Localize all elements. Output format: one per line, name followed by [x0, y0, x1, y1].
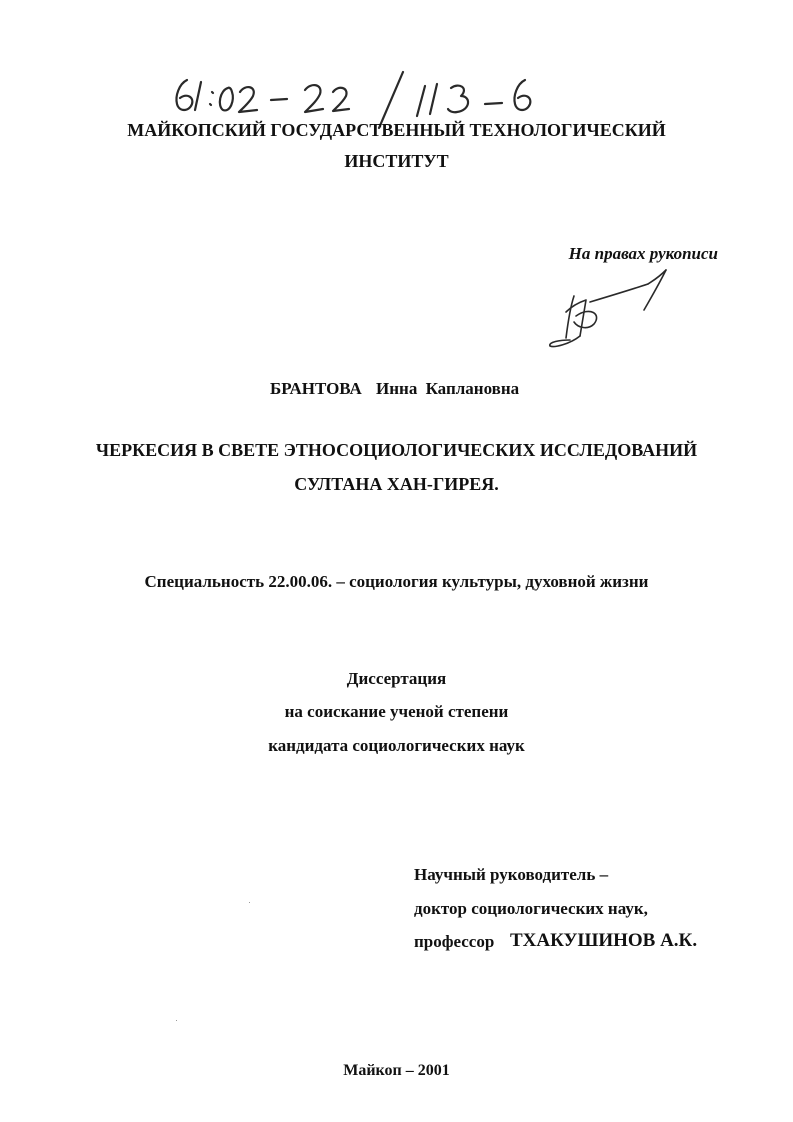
- scan-speck: [249, 902, 250, 903]
- dissertation-title-line2: СУЛТАНА ХАН-ГИРЕЯ.: [294, 474, 499, 494]
- degree-line1: Диссертация: [346, 669, 447, 688]
- scan-speck: [176, 1020, 177, 1021]
- dissertation-title-line1: ЧЕРКЕСИЯ В СВЕТЕ ЭТНОСОЦИОЛОГИЧЕСКИХ ИССЛЕДОВАНИЙ: [95, 440, 698, 460]
- supervisor-line3-prefix: профессор: [414, 932, 495, 951]
- degree-line2: на соискание ученой степени: [284, 702, 509, 721]
- supervisor-line2: доктор социологических наук,: [414, 899, 648, 918]
- manuscript-note: На правах рукописи: [568, 244, 718, 263]
- handwritten-call-number: [165, 66, 605, 128]
- signature: [540, 266, 690, 356]
- author-given-name: Инна Каплановна: [376, 379, 520, 398]
- specialty: Специальность 22.00.06. – социология культуры, духовной жизни: [144, 572, 649, 591]
- institution-line2: ИНСТИТУТ: [344, 151, 449, 171]
- institution-line1: МАЙКОПСКИЙ ГОСУДАРСТВЕННЫЙ ТЕХНОЛОГИЧЕСКИЙ: [127, 120, 666, 140]
- supervisor-name: ТХАКУШИНОВ А.К.: [510, 930, 698, 951]
- footer-city-year: Майкоп – 2001: [343, 1062, 450, 1079]
- author-surname: БРАНТОВА: [270, 379, 362, 398]
- degree-line3: кандидата социологических наук: [268, 736, 525, 755]
- supervisor-line1: Научный руководитель –: [414, 865, 609, 884]
